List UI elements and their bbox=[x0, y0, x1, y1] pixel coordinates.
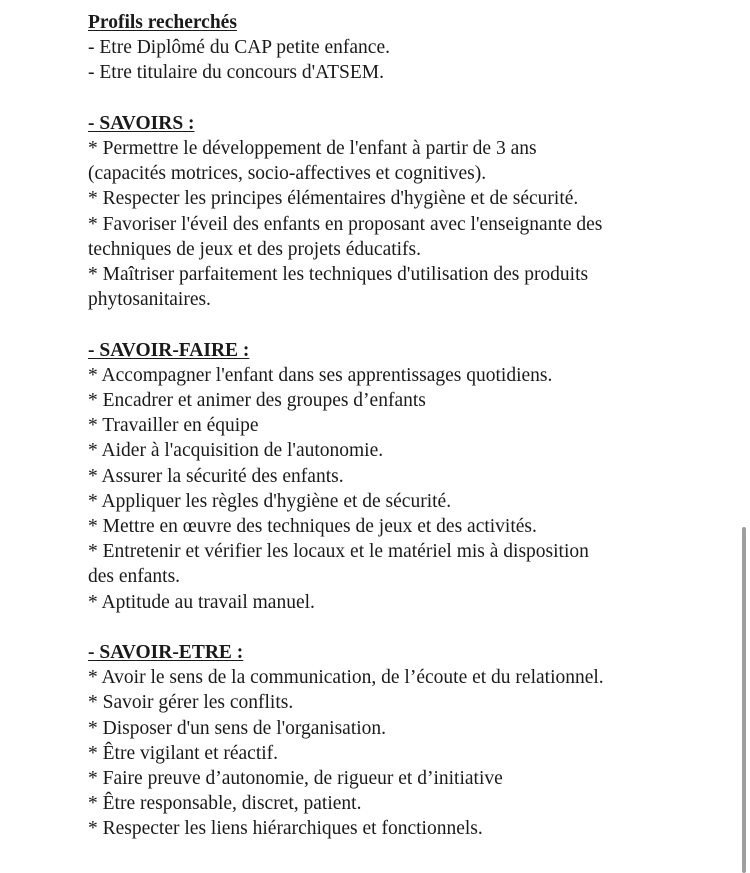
savoir-faire-line: * Mettre en œuvre des techniques de jeux et des activités. bbox=[88, 516, 537, 538]
savoirs-line: phytosanitaires. bbox=[88, 289, 211, 311]
profils-item: - Etre titulaire du concours d'ATSEM. bbox=[88, 62, 384, 84]
savoir-faire-line: * Aptitude au travail manuel. bbox=[88, 591, 315, 613]
vertical-scrollbar[interactable] bbox=[742, 527, 746, 873]
savoir-etre-line: * Faire preuve d’autonomie, de rigueur et d’initiative bbox=[88, 768, 503, 790]
savoir-faire-line: * Aider à l'acquisition de l'autonomie. bbox=[88, 440, 384, 462]
spacer bbox=[88, 615, 688, 640]
savoir-etre-line: * Respecter les liens hiérarchiques et fonctionnels. bbox=[88, 818, 483, 840]
document-body bbox=[88, 10, 688, 842]
savoir-etre-line: * Avoir le sens de la communication, de l’écoute et du relationnel. bbox=[88, 667, 604, 689]
spacer bbox=[88, 86, 688, 111]
savoir-etre-line: * Savoir gérer les conflits. bbox=[88, 692, 294, 714]
savoir-faire-heading: - SAVOIR-FAIRE : bbox=[88, 339, 250, 361]
profils-section bbox=[88, 10, 688, 86]
savoir-faire-line: * Appliquer les règles d'hygiène et de sécurité. bbox=[88, 490, 452, 512]
savoir-etre-line: * Être vigilant et réactif. bbox=[88, 742, 279, 764]
profils-heading: Profils recherchés bbox=[88, 12, 237, 33]
profils-item: - Etre Diplômé du CAP petite enfance. bbox=[88, 37, 390, 59]
savoirs-line: * Permettre le développement de l'enfant à partir de 3 ans bbox=[88, 138, 537, 159]
savoir-faire-section bbox=[88, 338, 688, 615]
savoir-faire-line: * Entretenir et vérifier les locaux et le matériel mis à disposition bbox=[88, 541, 589, 563]
savoir-etre-section bbox=[88, 640, 688, 842]
savoirs-heading: - SAVOIRS : bbox=[88, 112, 195, 134]
savoirs-section bbox=[88, 111, 688, 313]
savoir-etre-heading: - SAVOIR-ETRE : bbox=[88, 642, 244, 664]
spacer bbox=[88, 312, 688, 337]
savoirs-line: (capacités motrices, socio-affectives et cognitives). bbox=[88, 163, 487, 185]
savoirs-line: techniques de jeux et des projets éducatifs. bbox=[88, 238, 422, 260]
savoir-etre-line: * Être responsable, discret, patient. bbox=[88, 793, 362, 815]
savoir-faire-line: * Encadrer et animer des groupes d’enfants bbox=[88, 390, 426, 412]
savoirs-line: * Favoriser l'éveil des enfants en proposant avec l'enseignante des bbox=[88, 213, 603, 235]
savoir-faire-line: * Travailler en équipe bbox=[88, 415, 259, 437]
savoirs-line: * Respecter les principes élémentaires d'hygiène et de sécurité. bbox=[88, 188, 579, 210]
savoir-faire-line: * Assurer la sécurité des enfants. bbox=[88, 465, 344, 487]
savoir-faire-line: des enfants. bbox=[88, 566, 181, 588]
savoirs-line: * Maîtriser parfaitement les techniques d'utilisation des produits bbox=[88, 264, 589, 286]
savoir-etre-line: * Disposer d'un sens de l'organisation. bbox=[88, 717, 387, 739]
savoir-faire-line: * Accompagner l'enfant dans ses apprentissages quotidiens. bbox=[88, 364, 553, 386]
